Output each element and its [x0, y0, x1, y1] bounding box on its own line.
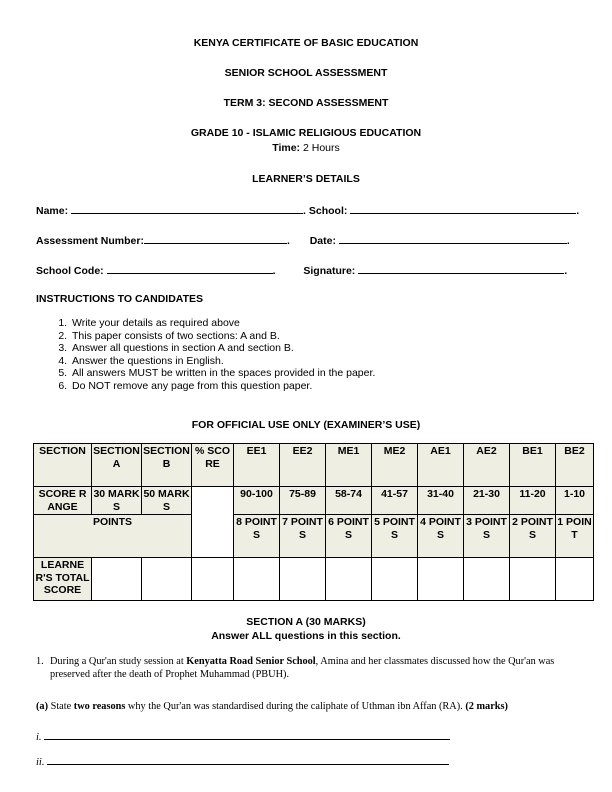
assessment-row: [36, 234, 570, 247]
header-cell: SECTION B: [142, 444, 192, 487]
points-cell: 8 POINTS: [234, 515, 280, 558]
header-cell: BE1: [510, 444, 556, 487]
learner-total-label: LEARNER'S TOTAL SCORE: [34, 558, 92, 601]
points-label: POINTS: [34, 515, 192, 558]
section-a-title: SECTION A (30 MARKS): [246, 616, 366, 628]
instruction-item: 1. Write your details as required above: [70, 317, 590, 330]
school-code-label: School Code:: [36, 265, 104, 277]
instruction-item: 5. All answers MUST be written in the spaces provided in the paper.: [70, 367, 590, 380]
term-title: TERM 3: SECOND ASSESSMENT: [223, 97, 389, 109]
part-a-text: State: [48, 701, 74, 712]
section-b-marks: 50 MARKS: [143, 488, 190, 513]
name-field[interactable]: [71, 204, 303, 214]
assessment-number-label: Assessment Number:: [36, 235, 144, 247]
header-cell: AE1: [418, 444, 464, 487]
header-cell: AE2: [464, 444, 510, 487]
signature-dot: .: [564, 265, 568, 277]
points-cell: 1 POINT: [556, 515, 594, 558]
header-cell: EE1: [234, 444, 280, 487]
header-cell: SECTION: [34, 444, 92, 487]
time-label: Time:: [272, 142, 301, 154]
answer-label-ii: ii.: [36, 757, 45, 768]
points-cell: 7 POINTS: [280, 515, 326, 558]
part-a-label: (a): [36, 701, 49, 712]
score-cell[interactable]: [192, 558, 234, 601]
instruction-item: 3. Answer all questions in section A and section B.: [70, 342, 590, 355]
official-use-heading: FOR OFFICIAL USE ONLY (EXAMINER’S USE): [191, 419, 421, 431]
header-cell: BE2: [556, 444, 594, 487]
score-cell[interactable]: [234, 558, 280, 601]
school-field[interactable]: [350, 204, 576, 214]
instruction-item: 6. Do NOT remove any page from this question paper.: [70, 380, 590, 393]
score-cell[interactable]: [142, 558, 192, 601]
assessment-number-field[interactable]: [144, 234, 287, 244]
score-cell[interactable]: [556, 558, 594, 601]
points-cell: 6 POINTS: [326, 515, 372, 558]
instruction-item: 4. Answer the questions in English.: [70, 355, 590, 368]
score-cell[interactable]: [280, 558, 326, 601]
answer-line-ii: [36, 755, 449, 768]
part-a-text-end: why the Qur'an was standardised during the caliphate of Uthman ibn Affan (RA).: [125, 701, 466, 712]
table-header-row: [34, 444, 594, 487]
learner-details-heading: LEARNER’S DETAILS: [252, 173, 360, 185]
school-code-row: [36, 264, 567, 277]
answer-field-ii[interactable]: [47, 755, 449, 765]
header-cell: EE2: [280, 444, 326, 487]
question-1: [36, 656, 596, 682]
learner-total-row: [34, 558, 594, 601]
date-dot: .: [566, 235, 570, 247]
score-range-label: SCORE RANGE: [34, 487, 92, 515]
answer-field-i[interactable]: [44, 730, 450, 740]
score-percent-cell[interactable]: [192, 487, 234, 558]
school-code-dot: .: [272, 265, 276, 277]
header-cell: ME1: [326, 444, 372, 487]
time-value: 2 Hours: [300, 142, 340, 154]
score-cell[interactable]: [92, 558, 142, 601]
name-row: [36, 204, 579, 217]
range-cell: 41-57: [372, 487, 418, 515]
header-cell: ME2: [372, 444, 418, 487]
name-row-end: .: [576, 205, 580, 217]
assessment-dot: .: [286, 235, 290, 247]
school-code-field[interactable]: [107, 264, 273, 274]
section-a-marks: 30 MARKS: [93, 488, 140, 513]
question-number: 1.: [36, 656, 44, 667]
question-text: During a Qur'an study session at: [50, 656, 187, 667]
instructions-heading: INSTRUCTIONS TO CANDIDATES: [36, 293, 204, 305]
date-field[interactable]: [339, 234, 567, 244]
question-text-end: , Amina and her classmates discussed how the Qur'an was preserved after the death of Prophet Muhammad (PBUH).: [50, 656, 555, 680]
header-cell: % SCORE: [192, 444, 234, 487]
score-cell[interactable]: [510, 558, 556, 601]
question-1a: [36, 701, 596, 714]
time-line: [0, 142, 612, 154]
range-cell: 75-89: [280, 487, 326, 515]
range-cell: 90-100: [234, 487, 280, 515]
section-a-subtitle: Answer ALL questions in this section.: [211, 630, 401, 642]
school-label: . School:: [303, 205, 348, 217]
name-label: Name:: [36, 205, 69, 217]
school-name: Kenyatta Road Senior School: [186, 656, 316, 667]
signature-field[interactable]: [358, 264, 564, 274]
range-cell: 31-40: [418, 487, 464, 515]
points-cell: 4 POINTS: [418, 515, 464, 558]
score-range-row: [34, 487, 594, 515]
score-cell[interactable]: [326, 558, 372, 601]
range-cell: 21-30: [464, 487, 510, 515]
signature-label: Signature:: [303, 265, 356, 277]
points-cell: 3 POINTS: [464, 515, 510, 558]
instruction-item: 2. This paper consists of two sections: A and B.: [70, 330, 590, 343]
header-cell: SECTION A: [92, 444, 142, 487]
score-cell[interactable]: [418, 558, 464, 601]
answer-label-i: i.: [36, 732, 42, 743]
score-cell[interactable]: [372, 558, 418, 601]
points-cell: 5 POINTS: [372, 515, 418, 558]
answer-line-i: [36, 730, 450, 743]
exam-title: KENYA CERTIFICATE OF BASIC EDUCATION: [193, 37, 419, 49]
assessment-title: SENIOR SCHOOL ASSESSMENT: [224, 67, 388, 79]
points-cell: 2 POINTS: [510, 515, 556, 558]
part-a-emphasis: two reasons: [73, 701, 126, 712]
subject-title: GRADE 10 - ISLAMIC RELIGIOUS EDUCATION: [190, 127, 422, 139]
instructions-list: [54, 317, 590, 393]
part-a-marks: (2 marks): [465, 701, 508, 712]
score-cell[interactable]: [464, 558, 510, 601]
date-label: Date:: [309, 235, 336, 247]
points-row: [34, 515, 594, 558]
official-use-table: [33, 443, 594, 601]
range-cell: 58-74: [326, 487, 372, 515]
range-cell: 1-10: [556, 487, 594, 515]
range-cell: 11-20: [510, 487, 556, 515]
